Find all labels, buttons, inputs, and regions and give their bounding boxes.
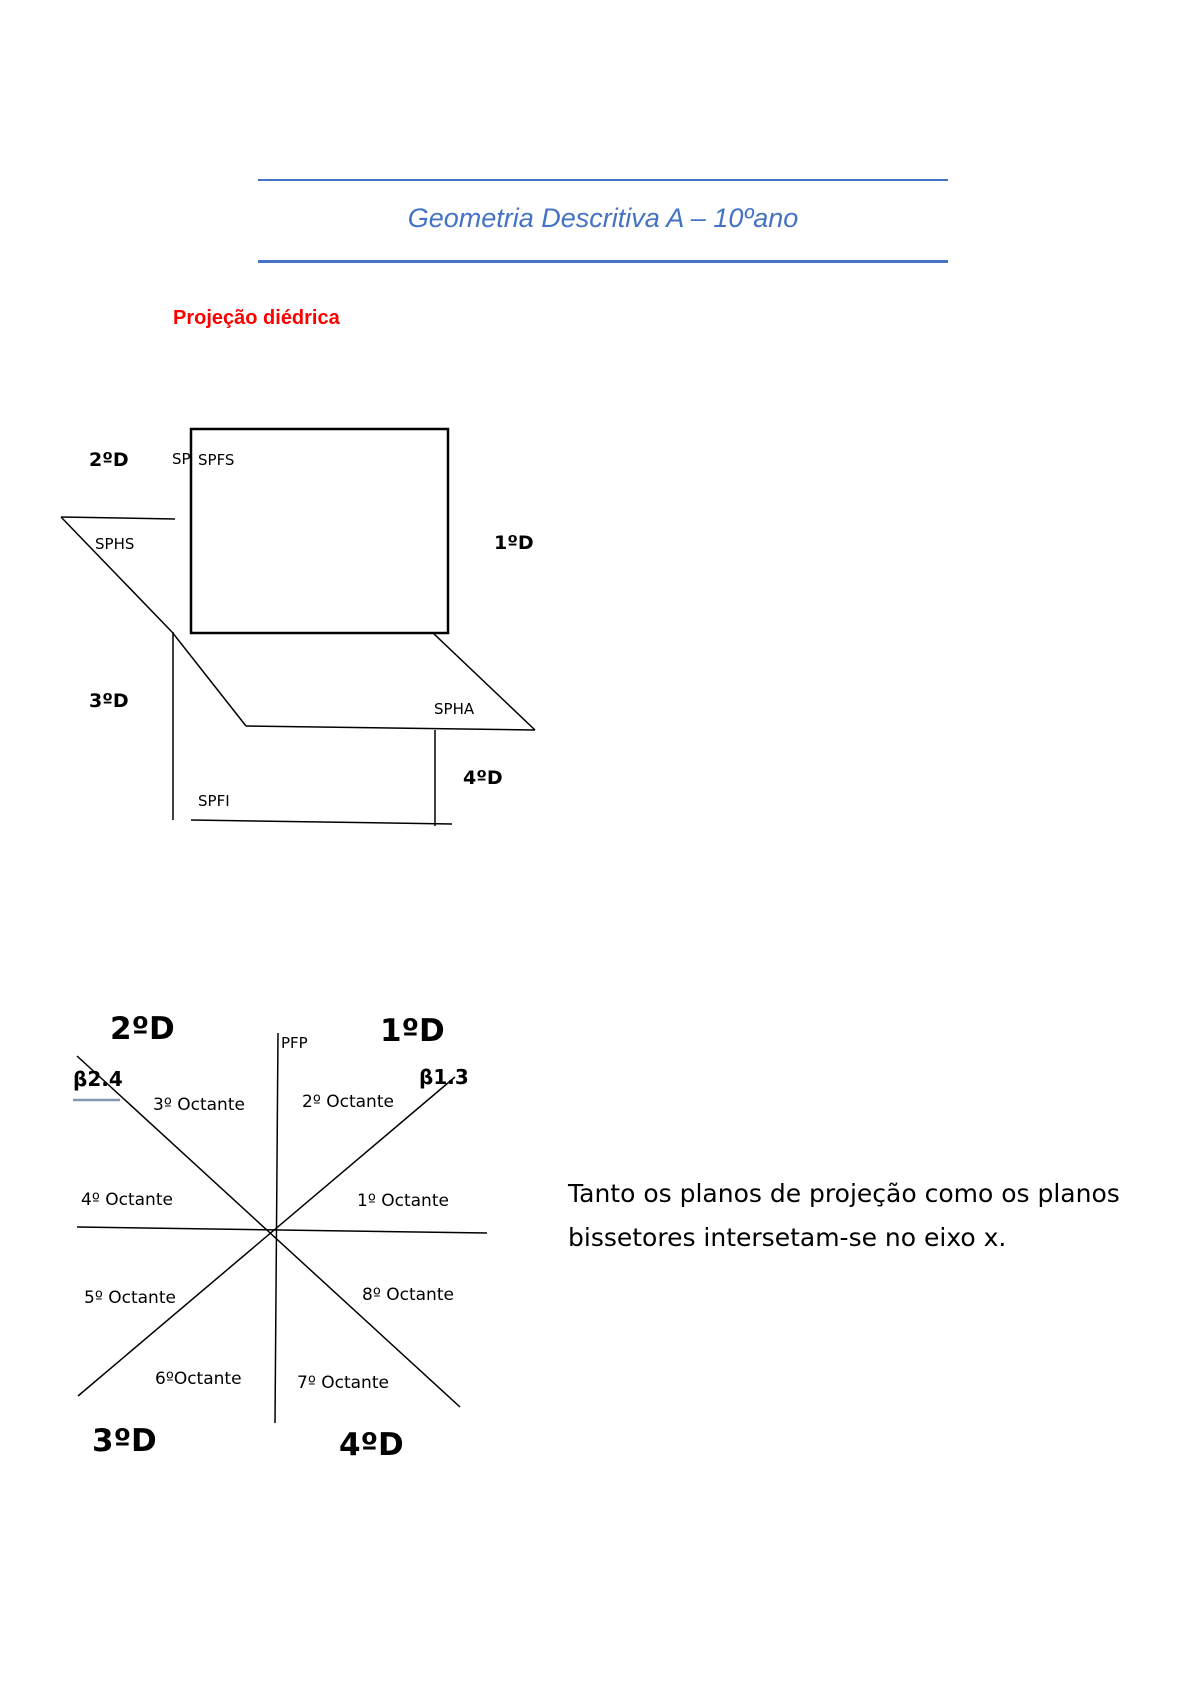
label-octants-1d: 1ºD [380, 1013, 445, 1049]
label-4d: 4ºD [463, 767, 503, 789]
note-text: Tanto os planos de projeção como os planos bissetores intersetam-se no eixo x. [568, 1179, 1120, 1252]
label-octants-2d: 2ºD [110, 1011, 175, 1047]
label-spfi: SPFI [198, 792, 230, 810]
octant-4-label: 4º Octante [81, 1190, 173, 1210]
label-spha: SPHA [434, 700, 475, 718]
label-octants-4d: 4ºD [339, 1427, 404, 1463]
label-beta-24: β2.4 [73, 1067, 123, 1091]
section-title: Projeção diédrica [173, 307, 340, 329]
label-octants-3d: 3ºD [92, 1423, 157, 1459]
document-title: Geometria Descritiva A – 10ºano [407, 203, 799, 233]
bisector-13-line [78, 1077, 455, 1396]
octant-5-label: 5º Octante [84, 1288, 176, 1308]
label-2d: 2ºD [89, 449, 129, 471]
octant-2-label: 2º Octante [302, 1092, 394, 1112]
label-beta-13: β1.3 [419, 1065, 469, 1089]
label-spfs: SPFS [198, 451, 235, 469]
x-axis-line [77, 1227, 487, 1233]
octant-8-label: 8º Octante [362, 1285, 454, 1305]
octant-7-label: 7º Octante [297, 1373, 389, 1393]
octant-6-label: 6ºOctante [155, 1369, 242, 1389]
octant-3-label: 3º Octante [153, 1095, 245, 1115]
label-sphs: SPHS [95, 535, 135, 553]
label-3d: 3ºD [89, 690, 129, 712]
label-1d: 1ºD [494, 532, 534, 554]
label-sp-hidden: SP [172, 450, 191, 468]
label-pfp: PFP [281, 1034, 308, 1052]
octant-1-label: 1º Octante [357, 1191, 449, 1211]
